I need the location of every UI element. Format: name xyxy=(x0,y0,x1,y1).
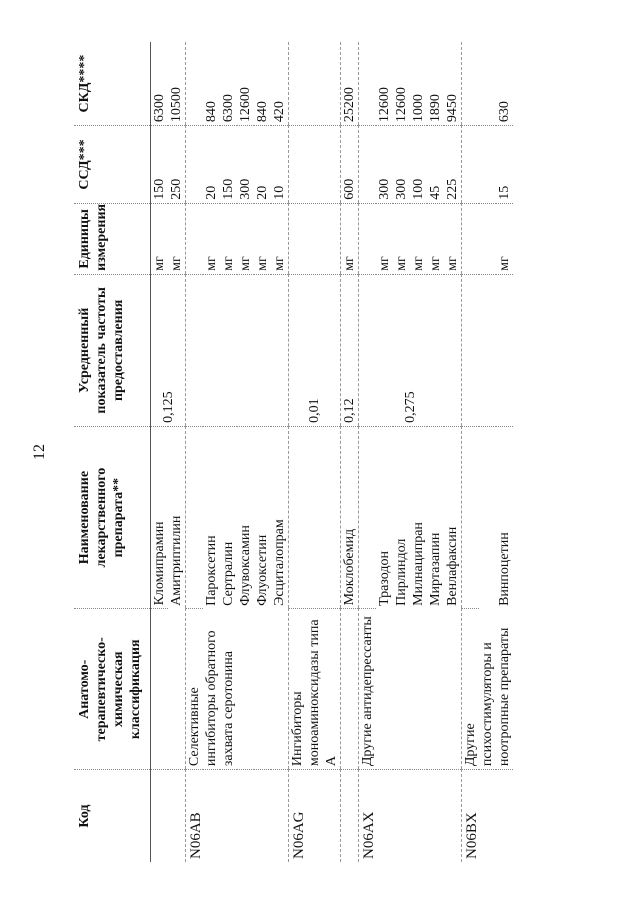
header-ssd: ССД*** xyxy=(74,126,151,204)
cell-skd: 1890 xyxy=(427,42,444,126)
cell-ssd: 225 xyxy=(444,126,462,204)
cell-frequency xyxy=(462,274,514,426)
cell-drug-name: Венлафаксин xyxy=(445,526,460,606)
cell-unit: мг xyxy=(271,203,289,274)
table-body xyxy=(151,42,514,862)
cell-skd: 420 xyxy=(271,42,289,126)
cell-skd: 840 xyxy=(254,42,271,126)
cell-atc: Ингибиторы моноаминоксидазы типа А xyxy=(289,609,341,770)
cell-code xyxy=(151,770,186,862)
cell-drug-name xyxy=(359,426,377,609)
drug-table xyxy=(74,42,513,862)
cell-frequency: 0,275 xyxy=(359,274,462,426)
cell-unit: мг xyxy=(237,203,254,274)
cell-ssd: 150 xyxy=(151,126,169,204)
cell-unit: мг xyxy=(444,203,462,274)
cell-ssd xyxy=(359,126,377,204)
cell-drug-name: Амитриптилин xyxy=(169,515,184,606)
table-row xyxy=(341,42,359,862)
cell-skd: 6300 xyxy=(151,42,169,126)
cell-frequency: 0,125 xyxy=(151,274,186,426)
cell-skd: 12600 xyxy=(237,42,254,126)
cell-unit: мг xyxy=(427,203,444,274)
cell-drug-name: Флувоксамин xyxy=(238,525,253,606)
cell-ssd: 300 xyxy=(237,126,254,204)
cell-unit xyxy=(479,203,496,274)
cell-unit: мг xyxy=(376,203,393,274)
cell-drug-name: Пароксетин xyxy=(204,535,219,606)
cell-atc: Селективные ингибиторы обратного захвата серотонина xyxy=(186,609,289,770)
cell-atc: Другие антидепрессанты xyxy=(359,609,462,770)
table-row xyxy=(462,42,480,862)
header-code: Код xyxy=(74,770,151,862)
cell-skd xyxy=(479,42,496,126)
cell-unit: мг xyxy=(254,203,271,274)
cell-skd: 12600 xyxy=(393,42,410,126)
cell-drug-name: Винпоцетин xyxy=(497,532,512,606)
cell-skd: 1000 xyxy=(410,42,427,126)
cell-drug-name: Флуоксетин xyxy=(255,534,270,606)
cell-code xyxy=(341,770,359,862)
header-unit: Единицы измерения xyxy=(74,203,151,274)
cell-drug-name xyxy=(462,426,480,609)
cell-skd xyxy=(462,42,480,126)
page-number: 12 xyxy=(31,444,48,460)
cell-drug-name: Миртазапин xyxy=(428,532,443,606)
cell-unit: мг xyxy=(410,203,427,274)
cell-unit: мг xyxy=(496,203,513,274)
cell-skd xyxy=(186,42,204,126)
cell-frequency xyxy=(186,274,289,426)
cell-atc: Другие психостимуляторы и ноотропные препараты xyxy=(462,609,514,770)
cell-atc xyxy=(151,609,186,770)
cell-unit: мг xyxy=(341,203,359,274)
cell-ssd xyxy=(479,126,496,204)
cell-atc xyxy=(341,609,359,770)
cell-drug-name: Кломипрамин xyxy=(151,426,169,609)
cell-skd: 6300 xyxy=(220,42,237,126)
cell-drug-name: Милнаципран xyxy=(411,522,426,606)
cell-skd: 840 xyxy=(203,42,220,126)
cell-skd: 25200 xyxy=(341,42,359,126)
cell-ssd: 15 xyxy=(496,126,513,204)
cell-unit xyxy=(186,203,204,274)
cell-code: N06AX xyxy=(359,770,462,862)
header-atc: Анатомо-терапевтическо-химическая классификация xyxy=(74,609,151,770)
cell-unit xyxy=(359,203,377,274)
cell-drug-name: Тразодон xyxy=(377,551,392,606)
cell-skd: 630 xyxy=(496,42,513,126)
cell-unit: мг xyxy=(220,203,237,274)
table-row xyxy=(151,42,169,862)
cell-skd: 12600 xyxy=(376,42,393,126)
cell-code: N06AB xyxy=(186,770,289,862)
cell-drug-name: Сертралин xyxy=(221,541,236,606)
cell-ssd: 600 xyxy=(341,126,359,204)
cell-ssd: 45 xyxy=(427,126,444,204)
cell-ssd: 10 xyxy=(271,126,289,204)
cell-drug-name xyxy=(186,426,204,609)
header-skd: СКД**** xyxy=(74,42,151,126)
cell-unit: мг xyxy=(393,203,410,274)
header-frequency: Усредненный показатель частоты предоставления xyxy=(74,274,151,426)
table-row xyxy=(289,42,341,862)
cell-ssd: 20 xyxy=(254,126,271,204)
cell-unit xyxy=(462,203,480,274)
cell-ssd: 20 xyxy=(203,126,220,204)
cell-code: N06AG xyxy=(289,770,341,862)
cell-ssd: 150 xyxy=(220,126,237,204)
table-row xyxy=(359,42,377,862)
header-drug-name: Наименование лекарственного препарата** xyxy=(74,426,151,609)
cell-ssd xyxy=(186,126,204,204)
cell-ssd: 100 xyxy=(410,126,427,204)
table-header-row xyxy=(74,42,151,862)
cell-drug-name xyxy=(479,426,496,609)
cell-ssd: 300 xyxy=(376,126,393,204)
cell-ssd: 250 xyxy=(168,126,186,204)
cell-ssd xyxy=(462,126,480,204)
cell-unit xyxy=(289,203,341,274)
rotated-page xyxy=(74,32,614,872)
cell-ssd: 300 xyxy=(393,126,410,204)
cell-code: N06BX xyxy=(462,770,514,862)
cell-skd xyxy=(289,42,341,126)
cell-unit: мг xyxy=(168,203,186,274)
cell-frequency: 0,12 xyxy=(341,274,359,426)
cell-ssd xyxy=(289,126,341,204)
cell-unit: мг xyxy=(151,203,169,274)
cell-drug-name xyxy=(289,426,341,609)
cell-drug-name: Пирлиндол xyxy=(394,538,409,606)
cell-unit: мг xyxy=(203,203,220,274)
table-row xyxy=(186,42,204,862)
cell-skd: 10500 xyxy=(168,42,186,126)
cell-drug-name: Моклобемид xyxy=(341,426,359,609)
cell-skd xyxy=(359,42,377,126)
cell-frequency: 0,01 xyxy=(289,274,341,426)
cell-skd: 9450 xyxy=(444,42,462,126)
cell-drug-name: Эсциталопрам xyxy=(272,519,287,606)
